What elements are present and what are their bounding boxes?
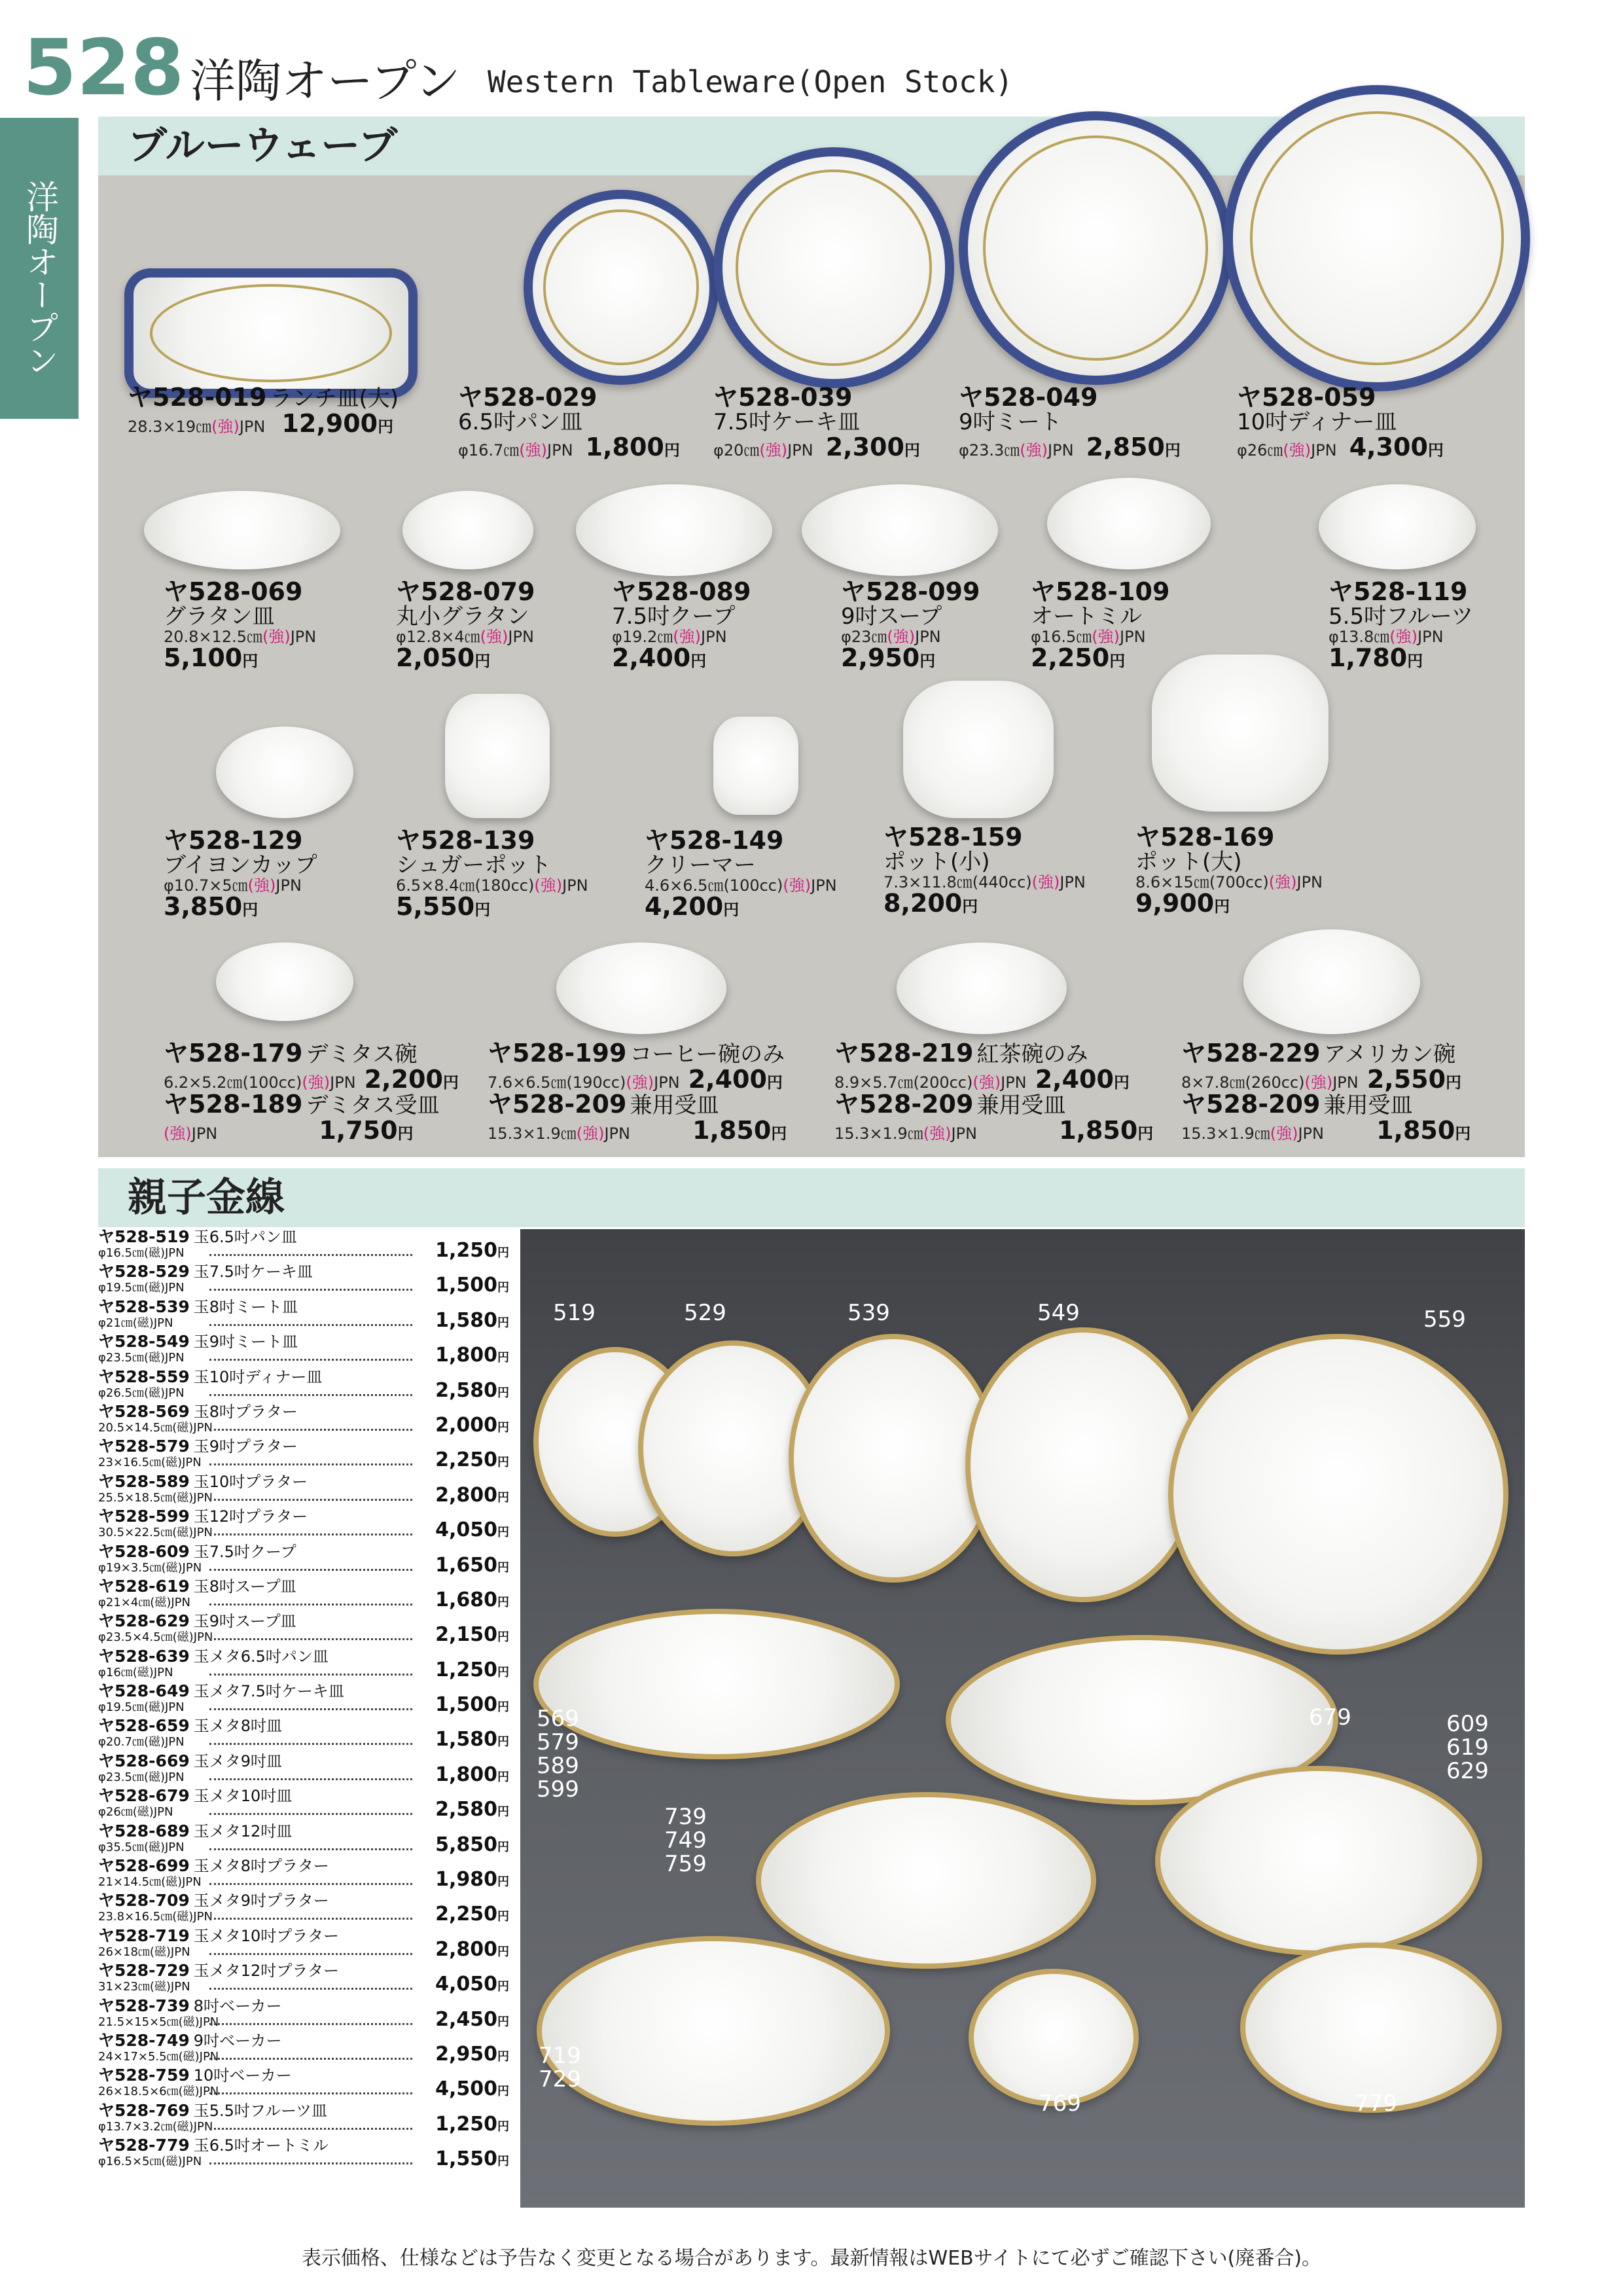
product-528-049: ヤ528-049 9吋ミート φ23.3㎝(強)JPN 2,850円 xyxy=(959,383,1181,461)
item-price: 1,250円 xyxy=(435,2112,509,2136)
dot-leader xyxy=(209,2014,412,2025)
item-price: 1,800円 xyxy=(435,1763,509,1786)
pot-small-image xyxy=(903,681,1054,818)
dot-leader xyxy=(209,1979,412,1990)
dot-leader xyxy=(209,1944,412,1955)
dinner-plate-image xyxy=(1224,85,1530,391)
item-name: 玉6.5吋オートミル xyxy=(193,2136,329,2155)
item-code: ヤ528-779 xyxy=(98,2136,190,2155)
product-528-199: ヤ528-199 コーヒー碗のみ 7.6×6.5㎝(190cc)(強)JPN 2,400円 xyxy=(488,1039,785,1094)
label-599: 599 xyxy=(537,1776,579,1803)
price-list-row xyxy=(98,1264,510,1299)
item-spec: 24×17×5.5㎝(磁)JPN xyxy=(98,2049,219,2064)
item-spec: 26×18.5×6㎝(磁)JPN xyxy=(98,2085,219,2099)
meat-plate-image xyxy=(959,111,1232,385)
price-list-row xyxy=(98,1541,510,1579)
page-title: 洋陶オープン xyxy=(190,54,461,108)
item-code: ヤ528-599 xyxy=(98,1507,190,1526)
item-price: 2,250円 xyxy=(435,1903,509,1926)
item-spec: 25.5×18.5㎝(磁)JPN xyxy=(98,1490,213,1505)
item-spec: 26×18㎝(磁)JPN xyxy=(98,1945,190,1959)
product-528-139: ヤ528-139 シュガーポット 6.5×8.4㎝(180cc)(強)JPN 5,550円 xyxy=(396,826,588,921)
dot-leader xyxy=(209,2153,412,2164)
item-code: ヤ528-709 xyxy=(98,1891,190,1910)
label-749: 749 xyxy=(664,1827,707,1854)
price-list-row xyxy=(98,1613,510,1648)
dot-leader xyxy=(209,1315,412,1326)
item-code: ヤ528-539 xyxy=(98,1297,190,1316)
pot-large-image xyxy=(1152,655,1329,812)
item-spec: φ21×4㎝(磁)JPN xyxy=(98,1595,190,1609)
item-name: 玉10吋ディナー皿 xyxy=(193,1367,323,1386)
item-code: ヤ528-769 xyxy=(98,2100,190,2120)
product-528-079: ヤ528-079 丸小グラタン φ12.8×4㎝(強)JPN 2,050円 xyxy=(396,577,535,672)
label-529: 529 xyxy=(684,1300,726,1326)
price-list-row xyxy=(98,1299,510,1334)
item-spec: 23×16.5㎝(磁)JPN xyxy=(98,1456,202,1470)
bread-plate-image xyxy=(524,190,719,385)
item-name: 玉5.5吋フルーツ皿 xyxy=(193,2101,327,2120)
fruit-bowl-image xyxy=(1319,484,1476,569)
cake-plate-image xyxy=(713,147,954,388)
price-list-row xyxy=(98,1893,510,1928)
dot-leader xyxy=(209,1420,412,1431)
dot-leader xyxy=(209,1454,412,1465)
item-price: 1,980円 xyxy=(435,1868,509,1892)
tea-cup-image xyxy=(897,942,1067,1034)
item-price: 1,250円 xyxy=(435,1658,509,1681)
item-code: ヤ528-529 xyxy=(98,1262,190,1282)
item-name: 玉メタ10吋プラター xyxy=(193,1926,340,1945)
coupe-image xyxy=(576,484,772,576)
item-price: 2,800円 xyxy=(435,1937,509,1961)
item-spec: φ13.7×3.2㎝(磁)JPN xyxy=(98,2119,213,2134)
item-code: ヤ528-679 xyxy=(98,1786,190,1806)
price-list-row xyxy=(98,1509,510,1543)
item-name: 玉8吋ミート皿 xyxy=(193,1297,298,1316)
item-name: 玉メタ9吋プラター xyxy=(193,1892,329,1910)
product-528-129: ヤ528-129 ブイヨンカップ φ10.7×5㎝(強)JPN 3,850円 xyxy=(164,826,317,921)
price-list-row xyxy=(98,1683,510,1718)
price-list-row xyxy=(98,1928,510,1963)
item-price: 1,650円 xyxy=(435,1553,509,1577)
section-title: 親子金線 xyxy=(128,1175,285,1221)
item-price: 1,550円 xyxy=(435,2147,509,2171)
item-spec: 21.5×15×5㎝(磁)JPN xyxy=(98,2015,219,2029)
side-tab-label: 洋陶オープン xyxy=(21,180,59,376)
item-price: 2,150円 xyxy=(435,1623,509,1647)
label-559: 559 xyxy=(1423,1306,1466,1333)
item-name: 玉メタ9吋皿 xyxy=(193,1751,283,1770)
item-code: ヤ528-749 xyxy=(98,2030,190,2050)
item-price: 2,800円 xyxy=(435,1483,509,1507)
page-subtitle: Western Tableware(Open Stock) xyxy=(488,64,1014,99)
item-price: 1,580円 xyxy=(435,1308,509,1332)
item-code: ヤ528-619 xyxy=(98,1576,190,1596)
dot-leader xyxy=(209,1664,412,1676)
item-spec: φ35.5㎝(磁)JPN xyxy=(98,1840,185,1854)
item-code: ヤ528-639 xyxy=(98,1646,190,1666)
label-579: 579 xyxy=(537,1729,579,1755)
product-528-169: ヤ528-169 ポット(大) 8.6×15㎝(700cc)(強)JPN 9,900円 xyxy=(1135,823,1323,918)
item-spec: φ16㎝(磁)JPN xyxy=(98,1665,173,1679)
product-528-089: ヤ528-089 7.5吋クープ φ19.2㎝(強)JPN 2,400円 xyxy=(612,577,751,672)
item-code: ヤ528-659 xyxy=(98,1716,190,1736)
item-spec: 23.8×16.5㎝(磁)JPN xyxy=(98,1910,213,1924)
product-528-159: ヤ528-159 ポット(小) 7.3×11.8㎝(440cc)(強)JPN 8,200円 xyxy=(883,823,1086,918)
item-code: ヤ528-579 xyxy=(98,1437,190,1456)
item-code: ヤ528-629 xyxy=(98,1611,190,1631)
item-spec: 31×23㎝(磁)JPN xyxy=(98,1980,190,1994)
item-price: 4,500円 xyxy=(435,2077,509,2101)
item-name: 玉8吋プラター xyxy=(193,1402,298,1421)
price-list-row xyxy=(98,1646,510,1683)
creamer-image xyxy=(713,717,798,815)
item-spec: φ23.5×4.5㎝(磁)JPN xyxy=(98,1630,213,1645)
item-spec: 30.5×22.5㎝(磁)JPN xyxy=(98,1526,213,1540)
oatmeal-image xyxy=(1047,478,1211,569)
item-name: 玉メタ10吋皿 xyxy=(193,1787,293,1806)
price-list-row xyxy=(98,1788,510,1823)
product-528-069: ヤ528-069 グラタン皿 20.8×12.5㎝(強)JPN 5,100円 xyxy=(164,577,317,672)
price-list-row xyxy=(98,2100,510,2138)
price-list-row xyxy=(98,1439,510,1473)
price-list-row xyxy=(98,1471,510,1509)
item-price: 1,680円 xyxy=(435,1588,509,1611)
product-528-099: ヤ528-099 9吋スープ φ23㎝(強)JPN 2,950円 xyxy=(841,577,980,672)
item-name: 玉10吋プラター xyxy=(193,1472,308,1491)
dot-leader xyxy=(209,1909,412,1920)
platter-719-image xyxy=(537,1936,890,2126)
item-name: 9吋ベーカー xyxy=(193,2031,282,2050)
dot-leader xyxy=(209,1629,412,1640)
price-list-row xyxy=(98,2068,510,2102)
product-528-149: ヤ528-149 クリーマー 4.6×6.5㎝(100cc)(強)JPN 4,200円 xyxy=(645,826,837,921)
side-tab xyxy=(0,118,79,419)
bouillon-cup-image xyxy=(216,726,353,818)
item-code: ヤ528-699 xyxy=(98,1856,190,1876)
item-price: 2,950円 xyxy=(435,2042,509,2066)
price-list-row xyxy=(98,1334,510,1369)
item-name: 玉メタ8吋皿 xyxy=(193,1717,283,1736)
item-price: 4,050円 xyxy=(435,1973,509,1996)
item-name: 10吋ベーカー xyxy=(193,2066,292,2085)
product-528-209-a: ヤ528-209 兼用受皿 15.3×1.9㎝(強)JPN 1,850円 xyxy=(488,1090,787,1145)
plate-559-image xyxy=(1168,1334,1508,1655)
label-629: 629 xyxy=(1446,1758,1489,1784)
item-spec: φ26.5㎝(磁)JPN xyxy=(98,1386,185,1400)
item-price: 1,800円 xyxy=(435,1344,509,1367)
item-spec: φ19.5㎝(磁)JPN xyxy=(98,1700,185,1715)
dot-leader xyxy=(209,1490,412,1501)
item-spec: φ16.5×5㎝(磁)JPN xyxy=(98,2155,202,2169)
product-528-059: ヤ528-059 10吋ディナー皿 φ26㎝(強)JPN 4,300円 xyxy=(1237,383,1444,461)
price-list-row xyxy=(98,1858,510,1893)
dot-leader xyxy=(209,2119,412,2130)
dot-leader xyxy=(209,1734,412,1745)
dot-leader xyxy=(209,1839,412,1850)
label-679: 679 xyxy=(1309,1704,1351,1731)
item-spec: φ16.5㎝(磁)JPN xyxy=(98,1246,185,1260)
price-list-row xyxy=(98,1753,510,1788)
item-code: ヤ528-519 xyxy=(98,1227,190,1246)
item-name: 玉7.5吋ケーキ皿 xyxy=(193,1263,313,1282)
label-769: 769 xyxy=(1039,2090,1081,2117)
dot-leader xyxy=(209,1280,412,1291)
item-price: 1,580円 xyxy=(435,1728,509,1751)
product-528-229: ヤ528-229 アメリカン碗 8×7.8㎝(260cc)(強)JPN 2,550円 xyxy=(1181,1039,1462,1094)
dot-leader xyxy=(209,1594,412,1605)
product-528-029: ヤ528-029 6.5吋パン皿 φ16.7㎝(強)JPN 1,800円 xyxy=(458,383,680,461)
demitasse-image xyxy=(216,942,353,1021)
item-spec: φ23.5㎝(磁)JPN xyxy=(98,1770,185,1784)
section-header-gold-line xyxy=(98,1168,1525,1227)
item-price: 2,580円 xyxy=(435,1378,509,1402)
soup-plate-image xyxy=(802,484,998,576)
item-name: 玉7.5吋クープ xyxy=(193,1542,296,1561)
product-528-019: ヤ528-019 ランチ皿(大) 28.3×19㎝(強)JPN 12,900円 xyxy=(128,383,399,438)
label-539: 539 xyxy=(847,1300,890,1326)
product-photo xyxy=(520,1229,1525,2208)
footer-note: 表示価格、仕様などは予告なく変更となる場合があります。最新情報はWEBサイトにて必ずご確認下さい(廃番合)。 xyxy=(301,2247,1322,2270)
item-code: ヤ528-589 xyxy=(98,1471,190,1491)
bowl-769-image xyxy=(969,1969,1139,2106)
soup-plates-image xyxy=(1155,1766,1482,1956)
price-list-row xyxy=(98,1718,510,1753)
dot-leader xyxy=(209,1769,412,1780)
price-list-row xyxy=(98,1369,510,1404)
price-list-row xyxy=(98,1576,510,1613)
section-title: ブルーウェーブ xyxy=(128,123,398,169)
item-name: 玉メタ8吋プラター xyxy=(193,1857,329,1876)
product-528-119: ヤ528-119 5.5吋フルーツ φ13.8㎝(強)JPN 1,780円 xyxy=(1329,577,1474,672)
dot-leader xyxy=(209,1874,412,1885)
item-spec: φ19.5㎝(磁)JPN xyxy=(98,1281,185,1295)
price-list-row xyxy=(98,1963,510,1998)
dot-leader xyxy=(209,1699,412,1710)
label-619: 619 xyxy=(1446,1734,1489,1761)
price-list-row xyxy=(98,1998,510,2033)
item-code: ヤ528-559 xyxy=(98,1367,190,1386)
dot-leader xyxy=(209,2049,412,2060)
item-spec: φ21㎝(磁)JPN xyxy=(98,1316,173,1330)
dot-leader xyxy=(209,1385,412,1396)
price-list-row xyxy=(98,2138,510,2172)
round-gratin-image xyxy=(402,491,533,569)
price-list-row xyxy=(98,1229,510,1264)
item-code: ヤ528-549 xyxy=(98,1332,190,1352)
item-code: ヤ528-759 xyxy=(98,2066,190,2085)
label-549: 549 xyxy=(1037,1300,1080,1326)
item-price: 1,500円 xyxy=(435,1274,509,1297)
item-name: 玉9吋プラター xyxy=(193,1437,298,1456)
item-spec: φ20.7㎝(磁)JPN xyxy=(98,1735,185,1749)
price-list-row xyxy=(98,1401,510,1439)
product-528-209-c: ヤ528-209 兼用受皿 15.3×1.9㎝(強)JPN 1,850円 xyxy=(1181,1090,1471,1145)
product-528-039: ヤ528-039 7.5吋ケーキ皿 φ20㎝(強)JPN 2,300円 xyxy=(713,383,920,461)
page-number: 528 xyxy=(23,22,185,113)
item-code: ヤ528-609 xyxy=(98,1541,190,1561)
dot-leader xyxy=(209,1350,412,1361)
item-code: ヤ528-729 xyxy=(98,1961,190,1981)
item-code: ヤ528-669 xyxy=(98,1751,190,1770)
item-spec: φ23.5㎝(磁)JPN xyxy=(98,1351,185,1365)
item-spec: 20.5×14.5㎝(磁)JPN xyxy=(98,1420,213,1435)
dot-leader xyxy=(209,1560,412,1571)
platters-image xyxy=(533,1609,900,1759)
dot-leader xyxy=(209,1245,412,1256)
item-price: 2,580円 xyxy=(435,1798,509,1821)
dot-leader xyxy=(209,2083,412,2094)
item-name: 玉メタ12吋プラター xyxy=(193,1962,340,1981)
item-code: ヤ528-689 xyxy=(98,1821,190,1840)
bakers-image xyxy=(756,1792,1096,1969)
product-528-109: ヤ528-109 オートミル φ16.5㎝(強)JPN 2,250円 xyxy=(1031,577,1170,672)
item-name: 玉メタ6.5吋パン皿 xyxy=(193,1647,329,1666)
item-name: 玉8吋スープ皿 xyxy=(193,1577,296,1596)
sugar-pot-image xyxy=(445,694,550,818)
item-price: 2,000円 xyxy=(435,1413,509,1437)
label-609: 609 xyxy=(1446,1711,1489,1737)
price-list-row xyxy=(98,2030,510,2068)
dot-leader xyxy=(209,1524,412,1535)
item-code: ヤ528-569 xyxy=(98,1401,190,1421)
label-739: 739 xyxy=(664,1804,707,1830)
american-cup-image xyxy=(1243,929,1420,1034)
item-code: ヤ528-649 xyxy=(98,1681,190,1701)
product-528-189: ヤ528-189 デミタス受皿 (強)JPN 1,750円 xyxy=(164,1090,440,1145)
bowl-779-image xyxy=(1240,1943,1502,2117)
item-spec: φ26㎝(磁)JPN xyxy=(98,1805,173,1820)
label-779: 779 xyxy=(1355,2090,1397,2117)
label-729: 729 xyxy=(539,2066,581,2092)
item-spec: φ19×3.5㎝(磁)JPN xyxy=(98,1560,202,1575)
price-list-row xyxy=(98,1823,510,1858)
label-759: 759 xyxy=(664,1851,707,1877)
product-528-219: ヤ528-219 紅茶碗のみ 8.9×5.7㎝(200cc)(強)JPN 2,400円 xyxy=(834,1039,1130,1094)
label-719: 719 xyxy=(539,2043,581,2069)
coffee-cup-image xyxy=(556,942,726,1034)
item-price: 2,450円 xyxy=(435,2007,509,2031)
product-528-179: ヤ528-179 デミタス碗 6.2×5.2㎝(100cc)(強)JPN 2,200円 xyxy=(164,1039,459,1094)
item-name: 玉メタ12吋皿 xyxy=(193,1821,293,1840)
item-price: 1,500円 xyxy=(435,1693,509,1717)
product-528-209-b: ヤ528-209 兼用受皿 15.3×1.9㎝(強)JPN 1,850円 xyxy=(834,1090,1154,1145)
item-code: ヤ528-719 xyxy=(98,1926,190,1945)
item-name: 8吋ベーカー xyxy=(193,1996,282,2015)
item-price: 5,850円 xyxy=(435,1833,509,1856)
item-name: 玉9吋スープ皿 xyxy=(193,1612,296,1631)
plate-549-image xyxy=(965,1327,1201,1602)
item-name: 玉12吋プラター xyxy=(193,1507,308,1526)
item-price: 4,050円 xyxy=(435,1518,509,1542)
item-price: 2,250円 xyxy=(435,1448,509,1472)
label-569: 569 xyxy=(537,1706,579,1732)
dot-leader xyxy=(209,1804,412,1815)
price-list xyxy=(98,1229,510,2173)
item-name: 玉6.5吋パン皿 xyxy=(193,1228,297,1246)
item-code: ヤ528-739 xyxy=(98,1996,190,2015)
item-name: 玉9吋ミート皿 xyxy=(193,1333,298,1352)
item-name: 玉メタ7.5吋ケーキ皿 xyxy=(193,1682,344,1701)
item-spec: 21×14.5㎝(磁)JPN xyxy=(98,1875,202,1890)
label-589: 589 xyxy=(537,1753,579,1779)
label-519: 519 xyxy=(553,1300,596,1326)
item-price: 1,250円 xyxy=(435,1239,509,1262)
lunch-plate-image xyxy=(124,268,418,398)
gratin-dish-image xyxy=(144,491,340,569)
